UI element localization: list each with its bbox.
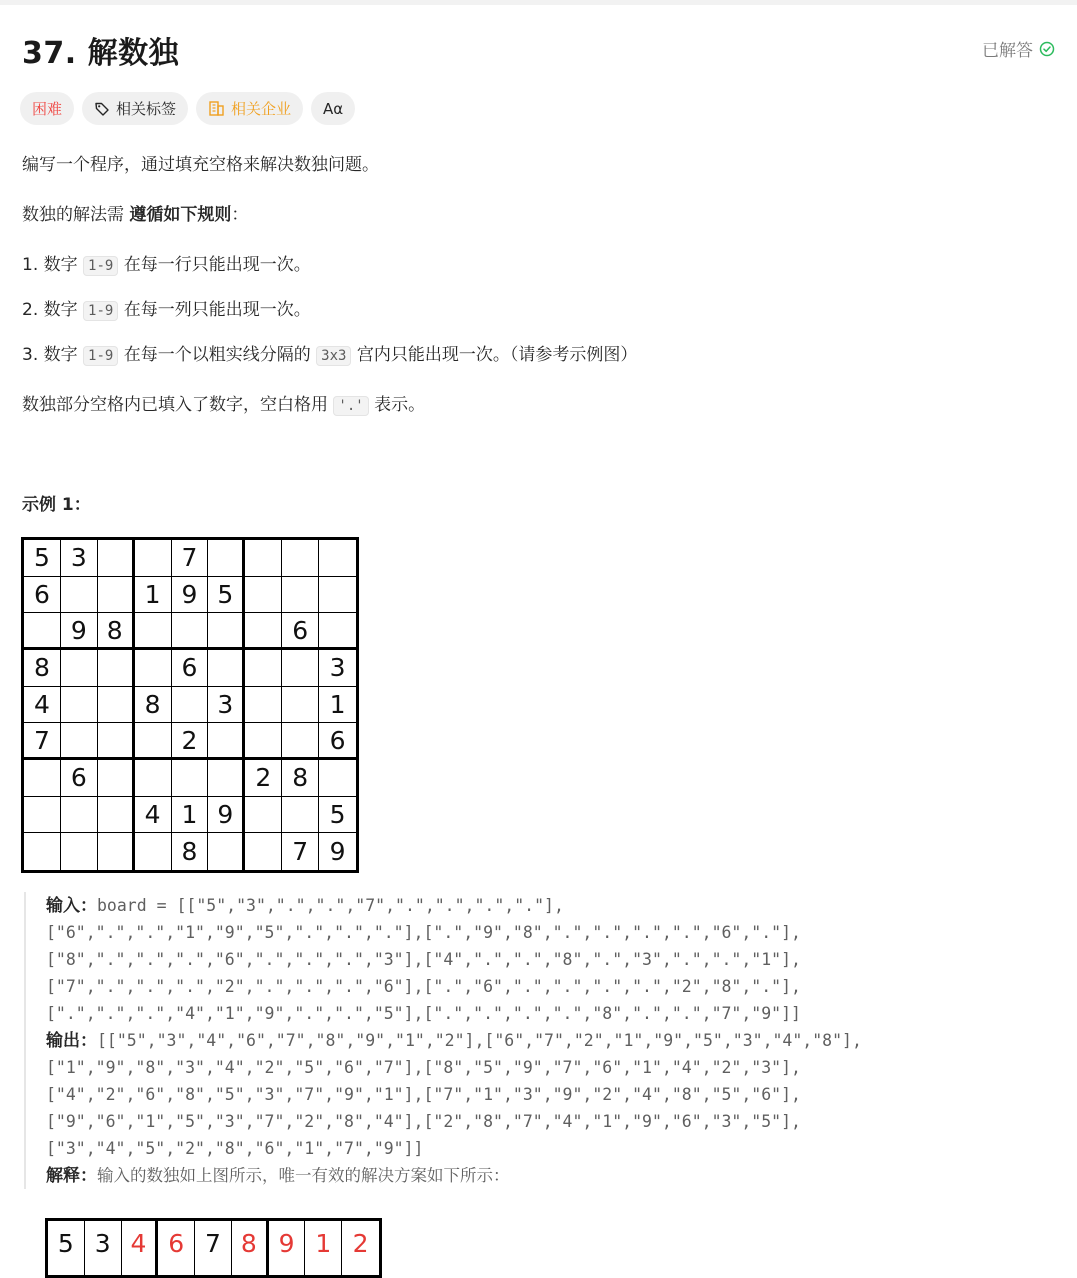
sudoku-cell xyxy=(135,723,172,760)
tag-icon xyxy=(94,101,110,117)
rule-3-text-b: 宫内只能出现一次。（请参考示例图） xyxy=(351,345,638,365)
rule-3-text-a: 在每一个以粗实线分隔的 xyxy=(118,345,317,365)
solved-status[interactable] xyxy=(982,36,1055,61)
difficulty-label: 困难 xyxy=(32,100,63,118)
font-size-icon: Aα xyxy=(323,99,344,118)
sudoku-cell xyxy=(24,613,61,650)
solution-cell: 5 xyxy=(48,1221,85,1275)
blank-note xyxy=(22,390,425,415)
input-line-2: ["8",".",".",".","6",".",".",".","3"],["4",".",".","8",".","3",".",".","1"], xyxy=(46,950,801,969)
solution-cell: 7 xyxy=(195,1221,232,1275)
sudoku-cell xyxy=(61,650,98,687)
sudoku-cell xyxy=(61,797,98,834)
rule-2-num: 2. 数字 xyxy=(22,300,84,320)
output-line-3: ["9","6","1","5","3","7","2","8","4"],["2","8","7","4","1","9","6","3","5"], xyxy=(46,1112,801,1131)
sudoku-cell xyxy=(24,760,61,797)
rule-1-text: 在每一行只能出现一次。 xyxy=(118,255,311,275)
input-label: 输入： xyxy=(46,896,97,916)
sudoku-cell xyxy=(282,797,319,834)
explain-text: 输入的数独如上图所示，唯一有效的解决方案如下所示： xyxy=(97,1166,510,1185)
sudoku-cell xyxy=(61,577,98,614)
sudoku-cell: 5 xyxy=(319,797,356,834)
sudoku-cell xyxy=(98,540,135,577)
sudoku-cell: 9 xyxy=(172,577,209,614)
top-strip xyxy=(0,0,1077,5)
sudoku-cell xyxy=(172,613,209,650)
rule-1 xyxy=(22,250,311,275)
font-size-button[interactable] xyxy=(311,92,355,125)
sudoku-cell xyxy=(282,687,319,724)
related-companies-button[interactable] xyxy=(196,92,303,125)
sudoku-cell xyxy=(98,687,135,724)
sudoku-cell xyxy=(24,797,61,834)
sudoku-cell: 9 xyxy=(61,613,98,650)
blank-note-b: 表示。 xyxy=(368,395,426,415)
output-line-2: ["4","2","6","8","5","3","7","9","1"],["7","1","3","9","2","4","8","5","6"], xyxy=(46,1085,801,1104)
sudoku-cell xyxy=(208,650,245,687)
sudoku-cell: 1 xyxy=(135,577,172,614)
blank-note-a: 数独部分空格内已填入了数字，空白格用 xyxy=(22,395,334,415)
sudoku-cell xyxy=(245,540,282,577)
related-tags-label: 相关标签 xyxy=(116,100,177,118)
solution-cell: 3 xyxy=(85,1221,122,1275)
explain-label: 解释： xyxy=(46,1166,97,1186)
sudoku-cell: 7 xyxy=(172,540,209,577)
sudoku-cell xyxy=(61,723,98,760)
sudoku-cell xyxy=(208,833,245,870)
output-text-0: [["5","3","4","6","7","8","9","1","2"],["6","7","2","1","9","5","3","4","8"], xyxy=(97,1031,862,1050)
sudoku-cell xyxy=(319,577,356,614)
sudoku-cell: 1 xyxy=(319,687,356,724)
sudoku-cell xyxy=(208,723,245,760)
sudoku-cell: 1 xyxy=(172,797,209,834)
intro-text: 编写一个程序，通过填充空格来解决数独问题。 xyxy=(22,155,379,175)
solution-cell: 4 xyxy=(122,1221,159,1275)
sudoku-cell xyxy=(61,687,98,724)
sudoku-cell xyxy=(98,650,135,687)
rule-3-code: 1-9 xyxy=(83,346,118,366)
rule-2-text: 在每一列只能出现一次。 xyxy=(118,300,311,320)
sudoku-cell xyxy=(24,833,61,870)
check-circle-icon xyxy=(1039,41,1055,57)
solution-cell: 6 xyxy=(158,1221,195,1275)
solution-board-partial xyxy=(45,1218,382,1278)
related-tags-button[interactable] xyxy=(82,92,188,125)
solution-cell: 2 xyxy=(352,1229,369,1258)
blank-code: '.' xyxy=(333,396,368,416)
sudoku-cell: 6 xyxy=(172,650,209,687)
sudoku-cell xyxy=(98,833,135,870)
sudoku-cell xyxy=(282,577,319,614)
rules-bold: 遵循如下规则 xyxy=(129,205,232,225)
sudoku-cell: 3 xyxy=(319,650,356,687)
rule-3-num: 3. 数字 xyxy=(22,345,84,365)
sudoku-cell xyxy=(319,540,356,577)
output-line-4: ["3","4","5","2","8","6","1","7","9"]] xyxy=(46,1139,424,1158)
sudoku-cell: 3 xyxy=(208,687,245,724)
sudoku-cell xyxy=(245,797,282,834)
sudoku-cell xyxy=(98,723,135,760)
sudoku-cell xyxy=(61,833,98,870)
rule-3-code-2: 3x3 xyxy=(316,346,351,366)
solved-status-label: 已解答 xyxy=(982,41,1033,61)
sudoku-cell: 2 xyxy=(172,723,209,760)
sudoku-cell xyxy=(135,760,172,797)
sudoku-cell xyxy=(245,687,282,724)
sudoku-cell xyxy=(319,760,356,797)
sudoku-cell: 8 xyxy=(24,650,61,687)
sudoku-cell xyxy=(282,723,319,760)
input-line-3: ["7",".",".",".","2",".",".",".","6"],[".","6",".",".",".",".","2","8","."], xyxy=(46,977,801,996)
sudoku-cell: 4 xyxy=(135,797,172,834)
sudoku-cell: 8 xyxy=(135,687,172,724)
sudoku-cell xyxy=(282,650,319,687)
sudoku-cell: 5 xyxy=(24,540,61,577)
solution-cell: 1 xyxy=(305,1221,342,1275)
sudoku-cell: 3 xyxy=(61,540,98,577)
sudoku-cell xyxy=(135,540,172,577)
output-label: 输出： xyxy=(46,1031,97,1051)
sudoku-cell: 6 xyxy=(319,723,356,760)
sudoku-cell xyxy=(208,760,245,797)
input-line-0 xyxy=(46,892,1064,919)
input-line-4: [".",".",".","4","1","9",".",".","5"],[".",".",".",".","8",".",".","7","9"]] xyxy=(46,1004,801,1023)
sudoku-cell xyxy=(98,797,135,834)
explain-line xyxy=(46,1162,1064,1189)
sudoku-board xyxy=(21,537,359,873)
rule-2-code: 1-9 xyxy=(83,301,118,321)
sudoku-cell xyxy=(208,613,245,650)
example-block xyxy=(24,892,1064,1189)
input-text-0: board = [["5","3",".",".","7",".",".",".","."], xyxy=(97,896,564,915)
problem-title: 37. 解数独 xyxy=(22,36,180,71)
sudoku-cell: 2 xyxy=(245,760,282,797)
sudoku-cell xyxy=(245,650,282,687)
solution-cell: 8 xyxy=(232,1221,269,1275)
sudoku-cell xyxy=(245,833,282,870)
sudoku-cell: 8 xyxy=(172,833,209,870)
sudoku-cell: 9 xyxy=(208,797,245,834)
rules-suffix: ： xyxy=(231,205,249,225)
sudoku-cell: 8 xyxy=(98,613,135,650)
sudoku-cell xyxy=(208,540,245,577)
rule-1-code: 1-9 xyxy=(83,256,118,276)
difficulty-tag[interactable] xyxy=(20,92,74,125)
output-line-0 xyxy=(46,1027,1064,1054)
sudoku-cell: 7 xyxy=(282,833,319,870)
sudoku-cell: 6 xyxy=(61,760,98,797)
sudoku-cell xyxy=(135,650,172,687)
sudoku-cell: 6 xyxy=(282,613,319,650)
output-line-1: ["1","9","8","3","4","2","5","6","7"],["8","5","9","7","6","1","4","2","3"], xyxy=(46,1058,801,1077)
sudoku-cell xyxy=(282,540,319,577)
sudoku-cell: 9 xyxy=(329,837,346,867)
rule-3 xyxy=(22,340,637,365)
rules-prefix: 数独的解法需 xyxy=(22,205,130,225)
sudoku-cell: 7 xyxy=(24,723,61,760)
tag-bar xyxy=(20,92,355,125)
sudoku-cell xyxy=(98,577,135,614)
example-title: 示例 1： xyxy=(22,495,91,515)
sudoku-cell: 5 xyxy=(208,577,245,614)
sudoku-cell: 4 xyxy=(24,687,61,724)
sudoku-cell xyxy=(245,577,282,614)
sudoku-cell xyxy=(245,613,282,650)
rule-1-num: 1. 数字 xyxy=(22,255,84,275)
sudoku-cell xyxy=(319,613,356,650)
sudoku-cell xyxy=(135,833,172,870)
sudoku-cell xyxy=(135,613,172,650)
rule-2 xyxy=(22,295,311,320)
sudoku-cell: 8 xyxy=(282,760,319,797)
sudoku-cell xyxy=(98,760,135,797)
rules-heading xyxy=(22,200,248,225)
related-companies-label: 相关企业 xyxy=(231,100,292,118)
sudoku-cell xyxy=(245,723,282,760)
sudoku-cell xyxy=(172,760,209,797)
input-line-1: ["6",".",".","1","9","5",".",".","."],[".","9","8",".",".",".",".","6","."], xyxy=(46,923,801,942)
solution-cell: 9 xyxy=(269,1221,306,1275)
building-icon xyxy=(208,100,225,117)
sudoku-cell xyxy=(172,687,209,724)
sudoku-cell: 6 xyxy=(24,577,61,614)
